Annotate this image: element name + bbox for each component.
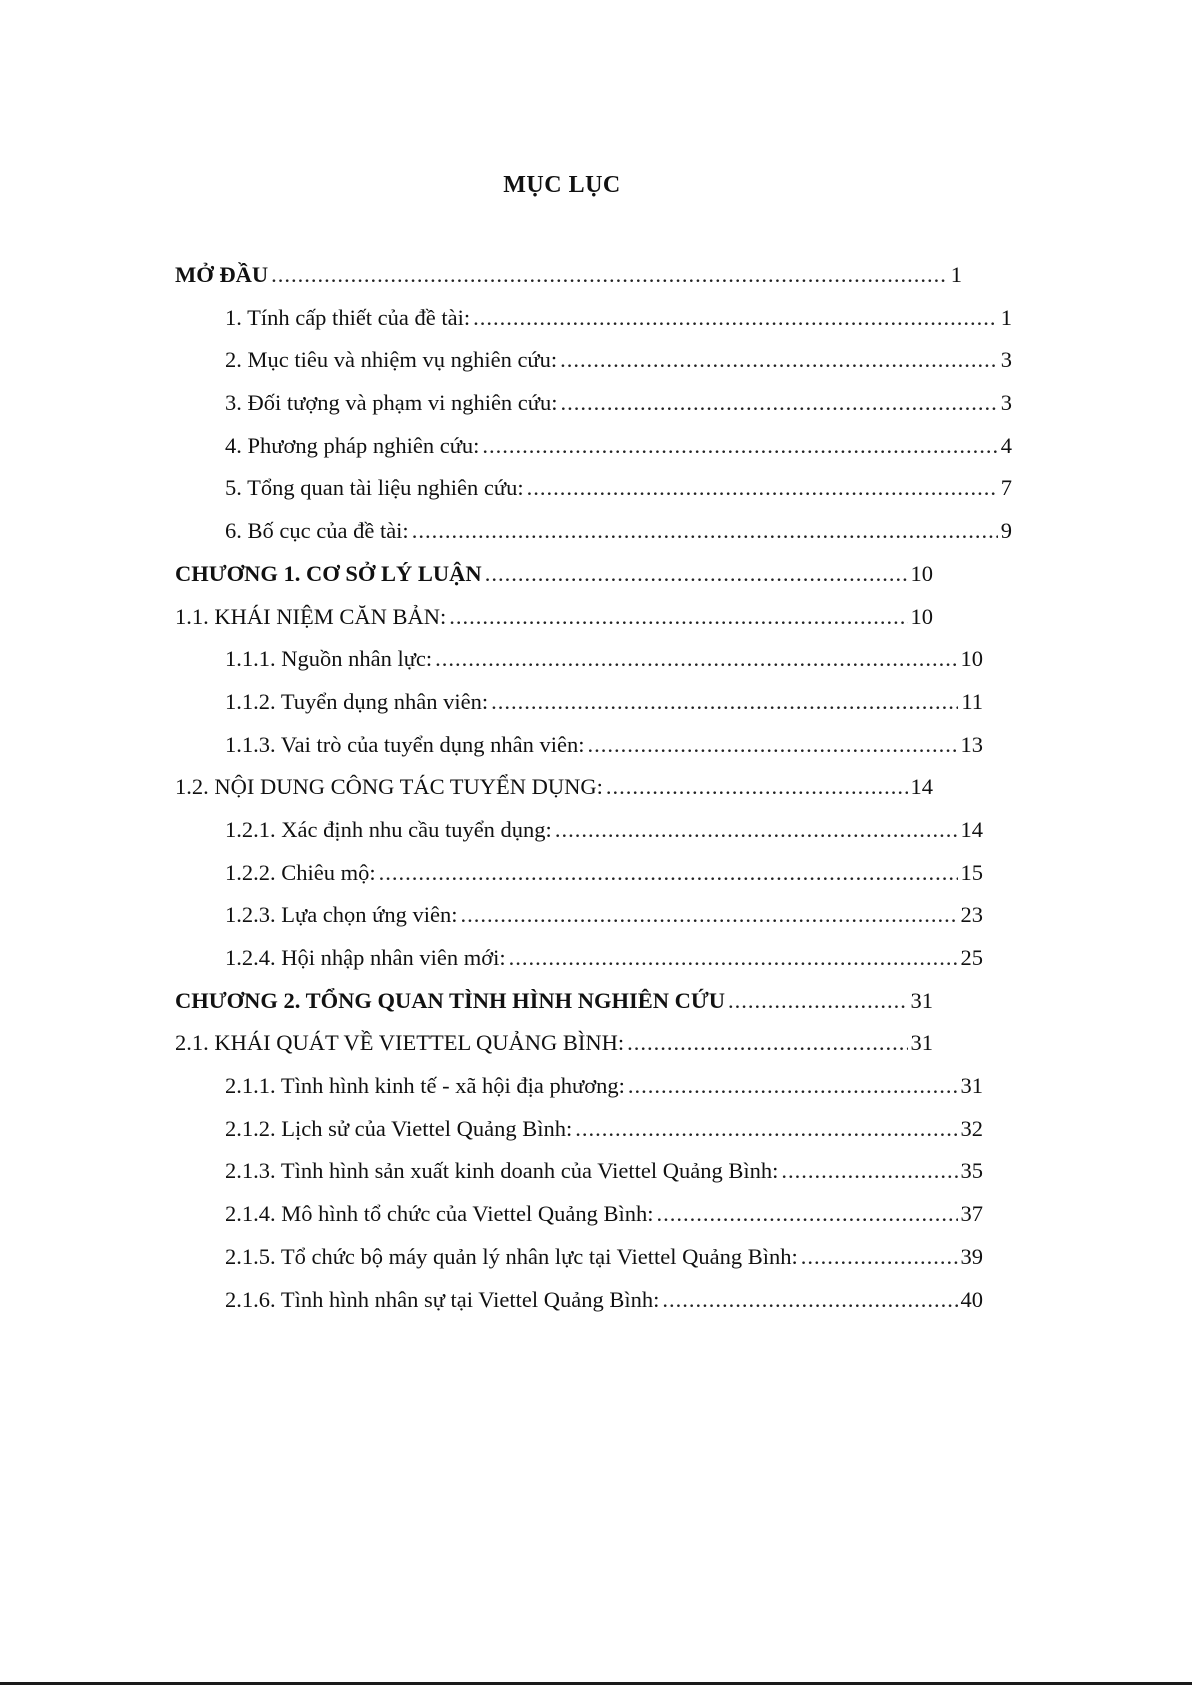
toc-entry-page: 25 — [960, 945, 983, 970]
dot-leader — [627, 1030, 907, 1056]
toc-entry-page: 10 — [910, 560, 933, 586]
dot-leader — [781, 1158, 957, 1184]
dot-leader — [460, 902, 957, 928]
toc-entry-page: 35 — [960, 1158, 983, 1184]
toc-entry-page: 39 — [960, 1243, 983, 1269]
toc-entry-page: 14 — [910, 774, 933, 800]
dot-leader — [449, 604, 907, 630]
toc-entry-1-2-3[interactable] — [175, 902, 983, 945]
toc-entry-2-1-2[interactable] — [175, 1116, 983, 1159]
toc-entry-1-1-3[interactable] — [175, 732, 983, 775]
toc-entry-1[interactable] — [175, 305, 1012, 348]
toc-entry-page: 9 — [1000, 518, 1012, 544]
toc-entry-label: MỞ ĐẦU — [175, 262, 269, 287]
page-title: MỤC LỤC — [503, 172, 621, 198]
toc-entry-page: 32 — [960, 1115, 983, 1141]
toc-entry-1-1-1[interactable] — [175, 646, 983, 689]
toc-entry-label: 1.2.1. Xác định nhu cầu tuyển dụng: — [225, 816, 552, 842]
toc-entry-page: 1 — [950, 262, 962, 287]
dot-leader — [379, 860, 958, 886]
dot-leader — [801, 1244, 958, 1270]
dot-leader — [473, 305, 998, 331]
toc-entry-label: 2.1.6. Tình hình nhân sự tại Viettel Quảng Bình: — [225, 1286, 660, 1312]
toc-entry-page: 11 — [961, 688, 983, 714]
toc-entry-label: CHƯƠNG 1. CƠ SỞ LÝ LUẬN — [175, 560, 482, 586]
dot-leader — [435, 646, 957, 672]
dot-leader — [628, 1073, 958, 1099]
toc-entry-label: 2. Mục tiêu và nhiệm vụ nghiên cứu: — [225, 347, 558, 373]
toc-entry-label: 1.2. NỘI DUNG CÔNG TÁC TUYỂN DỤNG: — [175, 774, 603, 800]
toc-entry-label: 1.1. KHÁI NIỆM CĂN BẢN: — [175, 603, 447, 629]
toc-entry-label: 4. Phương pháp nghiên cứu: — [225, 432, 480, 458]
toc-entry-label: 2.1.5. Tổ chức bộ máy quản lý nhân lực tại Viettel Quảng Bình: — [225, 1243, 798, 1269]
toc-entry-page: 14 — [960, 816, 983, 842]
toc-entry-2-1-6[interactable] — [175, 1287, 983, 1330]
toc-entry-page: 23 — [960, 902, 983, 928]
toc-entry-page: 3 — [1000, 390, 1012, 416]
toc-entry-label: 2.1. KHÁI QUÁT VỀ VIETTEL QUẢNG BÌNH: — [175, 1030, 625, 1056]
toc-entry-page: 10 — [910, 603, 933, 629]
toc-entry-1-2-2[interactable] — [175, 860, 983, 903]
toc-entry-label: 1.1.3. Vai trò của tuyển dụng nhân viên: — [225, 731, 585, 757]
toc-entry-page: 13 — [960, 731, 983, 757]
toc-entry-page: 7 — [1000, 475, 1012, 501]
toc-entry-page: 37 — [960, 1201, 983, 1227]
toc-entry-label: 2.1.4. Mô hình tổ chức của Viettel Quảng Bình: — [225, 1201, 654, 1227]
toc-entry-label: 1.2.2. Chiêu mộ: — [225, 859, 376, 885]
dot-leader — [561, 390, 998, 416]
toc-entry-2-1-5[interactable] — [175, 1244, 983, 1287]
dot-leader — [606, 774, 908, 800]
dot-leader — [555, 817, 958, 843]
dot-leader — [662, 1287, 957, 1313]
toc-entry-1-2[interactable] — [175, 774, 933, 817]
toc-entry-page: 3 — [1000, 347, 1012, 373]
toc-entry-2[interactable] — [175, 347, 1012, 390]
toc-entry-label: 3. Đối tượng và phạm vi nghiên cứu: — [225, 390, 558, 416]
toc-entry-mo-dau[interactable] — [175, 262, 962, 305]
toc-entry-label: 1. Tính cấp thiết của đề tài: — [225, 304, 471, 330]
toc-entry-page: 4 — [1000, 432, 1012, 458]
toc-entry-1-1-2[interactable] — [175, 689, 983, 732]
dot-leader — [588, 732, 958, 758]
toc-entry-page: 1 — [1000, 304, 1012, 330]
toc-entry-2-1-1[interactable] — [175, 1073, 983, 1116]
dot-leader — [527, 475, 998, 501]
toc-entry-page: 31 — [960, 1073, 983, 1099]
toc-entry-1-2-1[interactable] — [175, 817, 983, 860]
toc-entry-label: 1.1.2. Tuyển dụng nhân viên: — [225, 688, 489, 714]
toc-entry-1-2-4[interactable] — [175, 945, 983, 988]
dot-leader — [728, 988, 907, 1014]
dot-leader — [412, 518, 998, 544]
toc-entry-label: 1.2.4. Hội nhập nhân viên mới: — [225, 945, 506, 970]
dot-leader — [509, 945, 958, 971]
toc-entry-label: 1.1.1. Nguồn nhân lực: — [225, 646, 433, 672]
toc-entry-label: 2.1.3. Tình hình sản xuất kinh doanh của Viettel Quảng Bình: — [225, 1158, 779, 1184]
toc-entry-page: 10 — [960, 646, 983, 672]
dot-leader — [485, 561, 908, 587]
dot-leader — [575, 1116, 957, 1142]
toc-entry-2-1-4[interactable] — [175, 1201, 983, 1244]
toc-entry-page: 31 — [910, 1030, 933, 1056]
dot-leader — [482, 433, 997, 459]
toc-entry-page: 15 — [960, 859, 983, 885]
toc-entry-4[interactable] — [175, 433, 1012, 476]
toc-entry-label: 5. Tổng quan tài liệu nghiên cứu: — [225, 475, 524, 501]
toc-entry-chuong-1[interactable] — [175, 561, 933, 604]
dot-leader — [657, 1201, 958, 1227]
dot-leader — [560, 347, 998, 373]
toc-entry-label: 2.1.2. Lịch sử của Viettel Quảng Bình: — [225, 1115, 573, 1141]
toc-entry-label: 1.2.3. Lựa chọn ứng viên: — [225, 902, 458, 928]
toc-entry-page: 40 — [960, 1286, 983, 1312]
table-of-contents — [175, 262, 1012, 1329]
toc-entry-2-1[interactable] — [175, 1030, 933, 1073]
toc-entry-1-1[interactable] — [175, 604, 933, 647]
toc-entry-6[interactable] — [175, 518, 1012, 561]
toc-entry-3[interactable] — [175, 390, 1012, 433]
toc-entry-label: CHƯƠNG 2. TỔNG QUAN TÌNH HÌNH NGHIÊN CỨU — [175, 987, 726, 1013]
toc-entry-2-1-3[interactable] — [175, 1158, 983, 1201]
toc-entry-label: 2.1.1. Tình hình kinh tế - xã hội địa phương: — [225, 1073, 625, 1099]
toc-entry-5[interactable] — [175, 475, 1012, 518]
toc-entry-chuong-2[interactable] — [175, 988, 933, 1031]
dot-leader — [491, 689, 958, 715]
toc-entry-page: 31 — [910, 987, 933, 1013]
toc-entry-label: 6. Bố cục của đề tài: — [225, 518, 409, 544]
dot-leader — [271, 262, 948, 288]
